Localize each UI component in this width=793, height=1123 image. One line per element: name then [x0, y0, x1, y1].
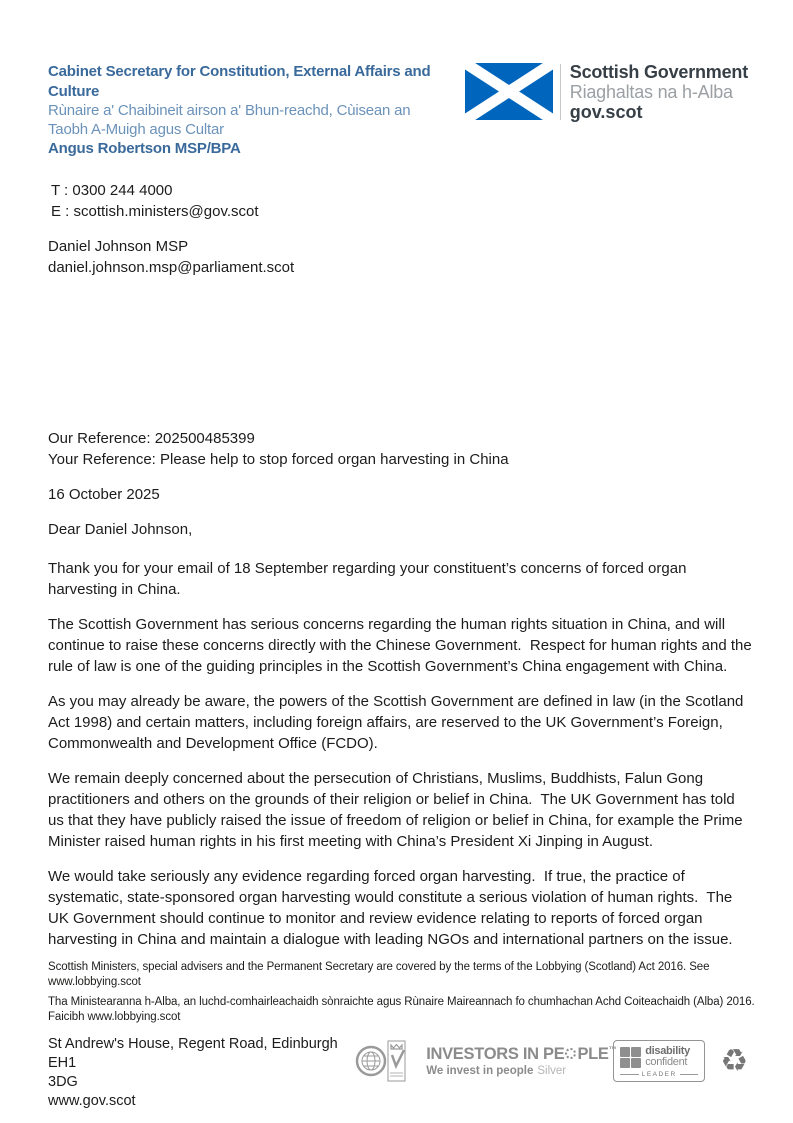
- reference-block: [48, 428, 748, 470]
- recipient-name: Daniel Johnson MSP: [48, 238, 189, 255]
- body-paragraph: We remain deeply concerned about the persecution of Christians, Muslims, Buddhists, Falun Gong practitioners and others on the grounds of their religion or belief in China. The UK Government has told us that they have publicly raised the issue of freedom of religion or belief in China, for example the Prime Minister raised human rights in his first meeting with China’s President Xi Jinping in August.: [48, 770, 747, 850]
- disability-confident-words: disability confident: [645, 1045, 690, 1068]
- disability-confident-squares-icon: [620, 1047, 641, 1068]
- body-paragraph: As you may already be aware, the powers of the Scottish Government are defined in law (in the Scotland Act 1998) and certain matters, including foreign affairs, are reserved to the UK Government’s Foreign, Commonwealth and Development Office (FCDO).: [48, 693, 747, 752]
- contact-block: [48, 180, 748, 222]
- body-paragraph: We would take seriously any evidence regarding forced organ harvesting. If true, the practice of systematic, state-sponsored organ harvesting would constitute a serious violation of human rights. The UK Government should continue to monitor and review evidence relating to reports of forced organ harvesting in China and maintain a dialogue with leading NGOs and international partners on the issue.: [48, 868, 737, 948]
- lobbying-smallprint: [48, 960, 764, 1025]
- sender-block: [48, 62, 450, 159]
- logo-org-name-gaelic: Riaghaltas na h-Alba: [569, 82, 733, 102]
- body-paragraph: Thank you for your email of 18 September regarding your constituent’s concerns of forced organ harvesting in China.: [48, 560, 691, 598]
- disability-confident-top: [620, 1046, 698, 1068]
- your-reference-line: Your Reference: Please help to stop forced organ harvesting in China: [48, 451, 509, 468]
- letter-header: [48, 0, 748, 159]
- iip-o-icon: [565, 1048, 576, 1059]
- smallprint-gaelic: Tha Ministearanna h-Alba, an luchd-comhairleachaidh sònraichte agus Rùnaire Maireannach fo chumhachan Achd Coiteachaidh (Alba) 2016. Faicibh www.lobbying.scot: [48, 996, 755, 1023]
- letter-footer: [48, 1035, 748, 1111]
- sender-title-gaelic: Rùnaire a' Chaibineit airson a' Bhun-reachd, Cùisean an Taobh A-Muigh agus Cultar: [48, 102, 411, 138]
- body-paragraph: The Scottish Government has serious concerns regarding the human rights situation in China, and will continue to raise these concerns directly with the Chinese Government. Respect for human rights and the rule of law is one of the guiding principles in the Scottish Government’s China engagement with China.: [48, 616, 756, 675]
- sender-name: Angus Robertson MSP/BPA: [48, 140, 241, 157]
- disability-confident-badge: [613, 1040, 705, 1082]
- recycle-icon: ♻: [720, 1042, 748, 1079]
- logo-org-name: Scottish Government: [569, 62, 748, 82]
- address-line-2: 3DG: [48, 1074, 78, 1090]
- investors-in-people-logo: [426, 1045, 617, 1077]
- iip-title: INVESTORS IN PE PLE™: [426, 1045, 617, 1063]
- iip-tagline: We invest in people Silver: [426, 1065, 567, 1077]
- saltire-flag-icon: [465, 63, 553, 120]
- recipient-block: [48, 236, 748, 278]
- certification-badge-icon: [355, 1037, 411, 1085]
- address-line-1: St Andrew's House, Regent Road, Edinburgh EH1: [48, 1036, 338, 1071]
- smallprint-english: Scottish Ministers, special advisers and the Permanent Secretary are covered by the terms of the Lobbying (Scotland) Act 2016. See www.lobbying.scot: [48, 961, 710, 988]
- salutation-line: Dear Daniel Johnson,: [48, 521, 193, 538]
- disability-confident-level: LEADER: [620, 1071, 698, 1078]
- sender-title: Cabinet Secretary for Constitution, External Affairs and Culture: [48, 63, 431, 100]
- phone-line: T : 0300 244 4000: [51, 182, 173, 199]
- logo-text: [570, 63, 748, 122]
- logo-divider: [560, 64, 561, 120]
- address-block: [48, 1035, 355, 1111]
- recipient-email: daniel.johnson.msp@parliament.scot: [48, 259, 295, 276]
- footer-logos: [355, 1037, 748, 1085]
- email-line: E : scottish.ministers@gov.scot: [51, 203, 259, 220]
- our-reference-line: Our Reference: 202500485399: [48, 430, 255, 447]
- logo-domain: gov.scot: [569, 102, 643, 122]
- scottish-government-logo: [465, 63, 748, 122]
- website-line: www.gov.scot: [48, 1093, 136, 1109]
- date-line: 16 October 2025: [48, 486, 160, 503]
